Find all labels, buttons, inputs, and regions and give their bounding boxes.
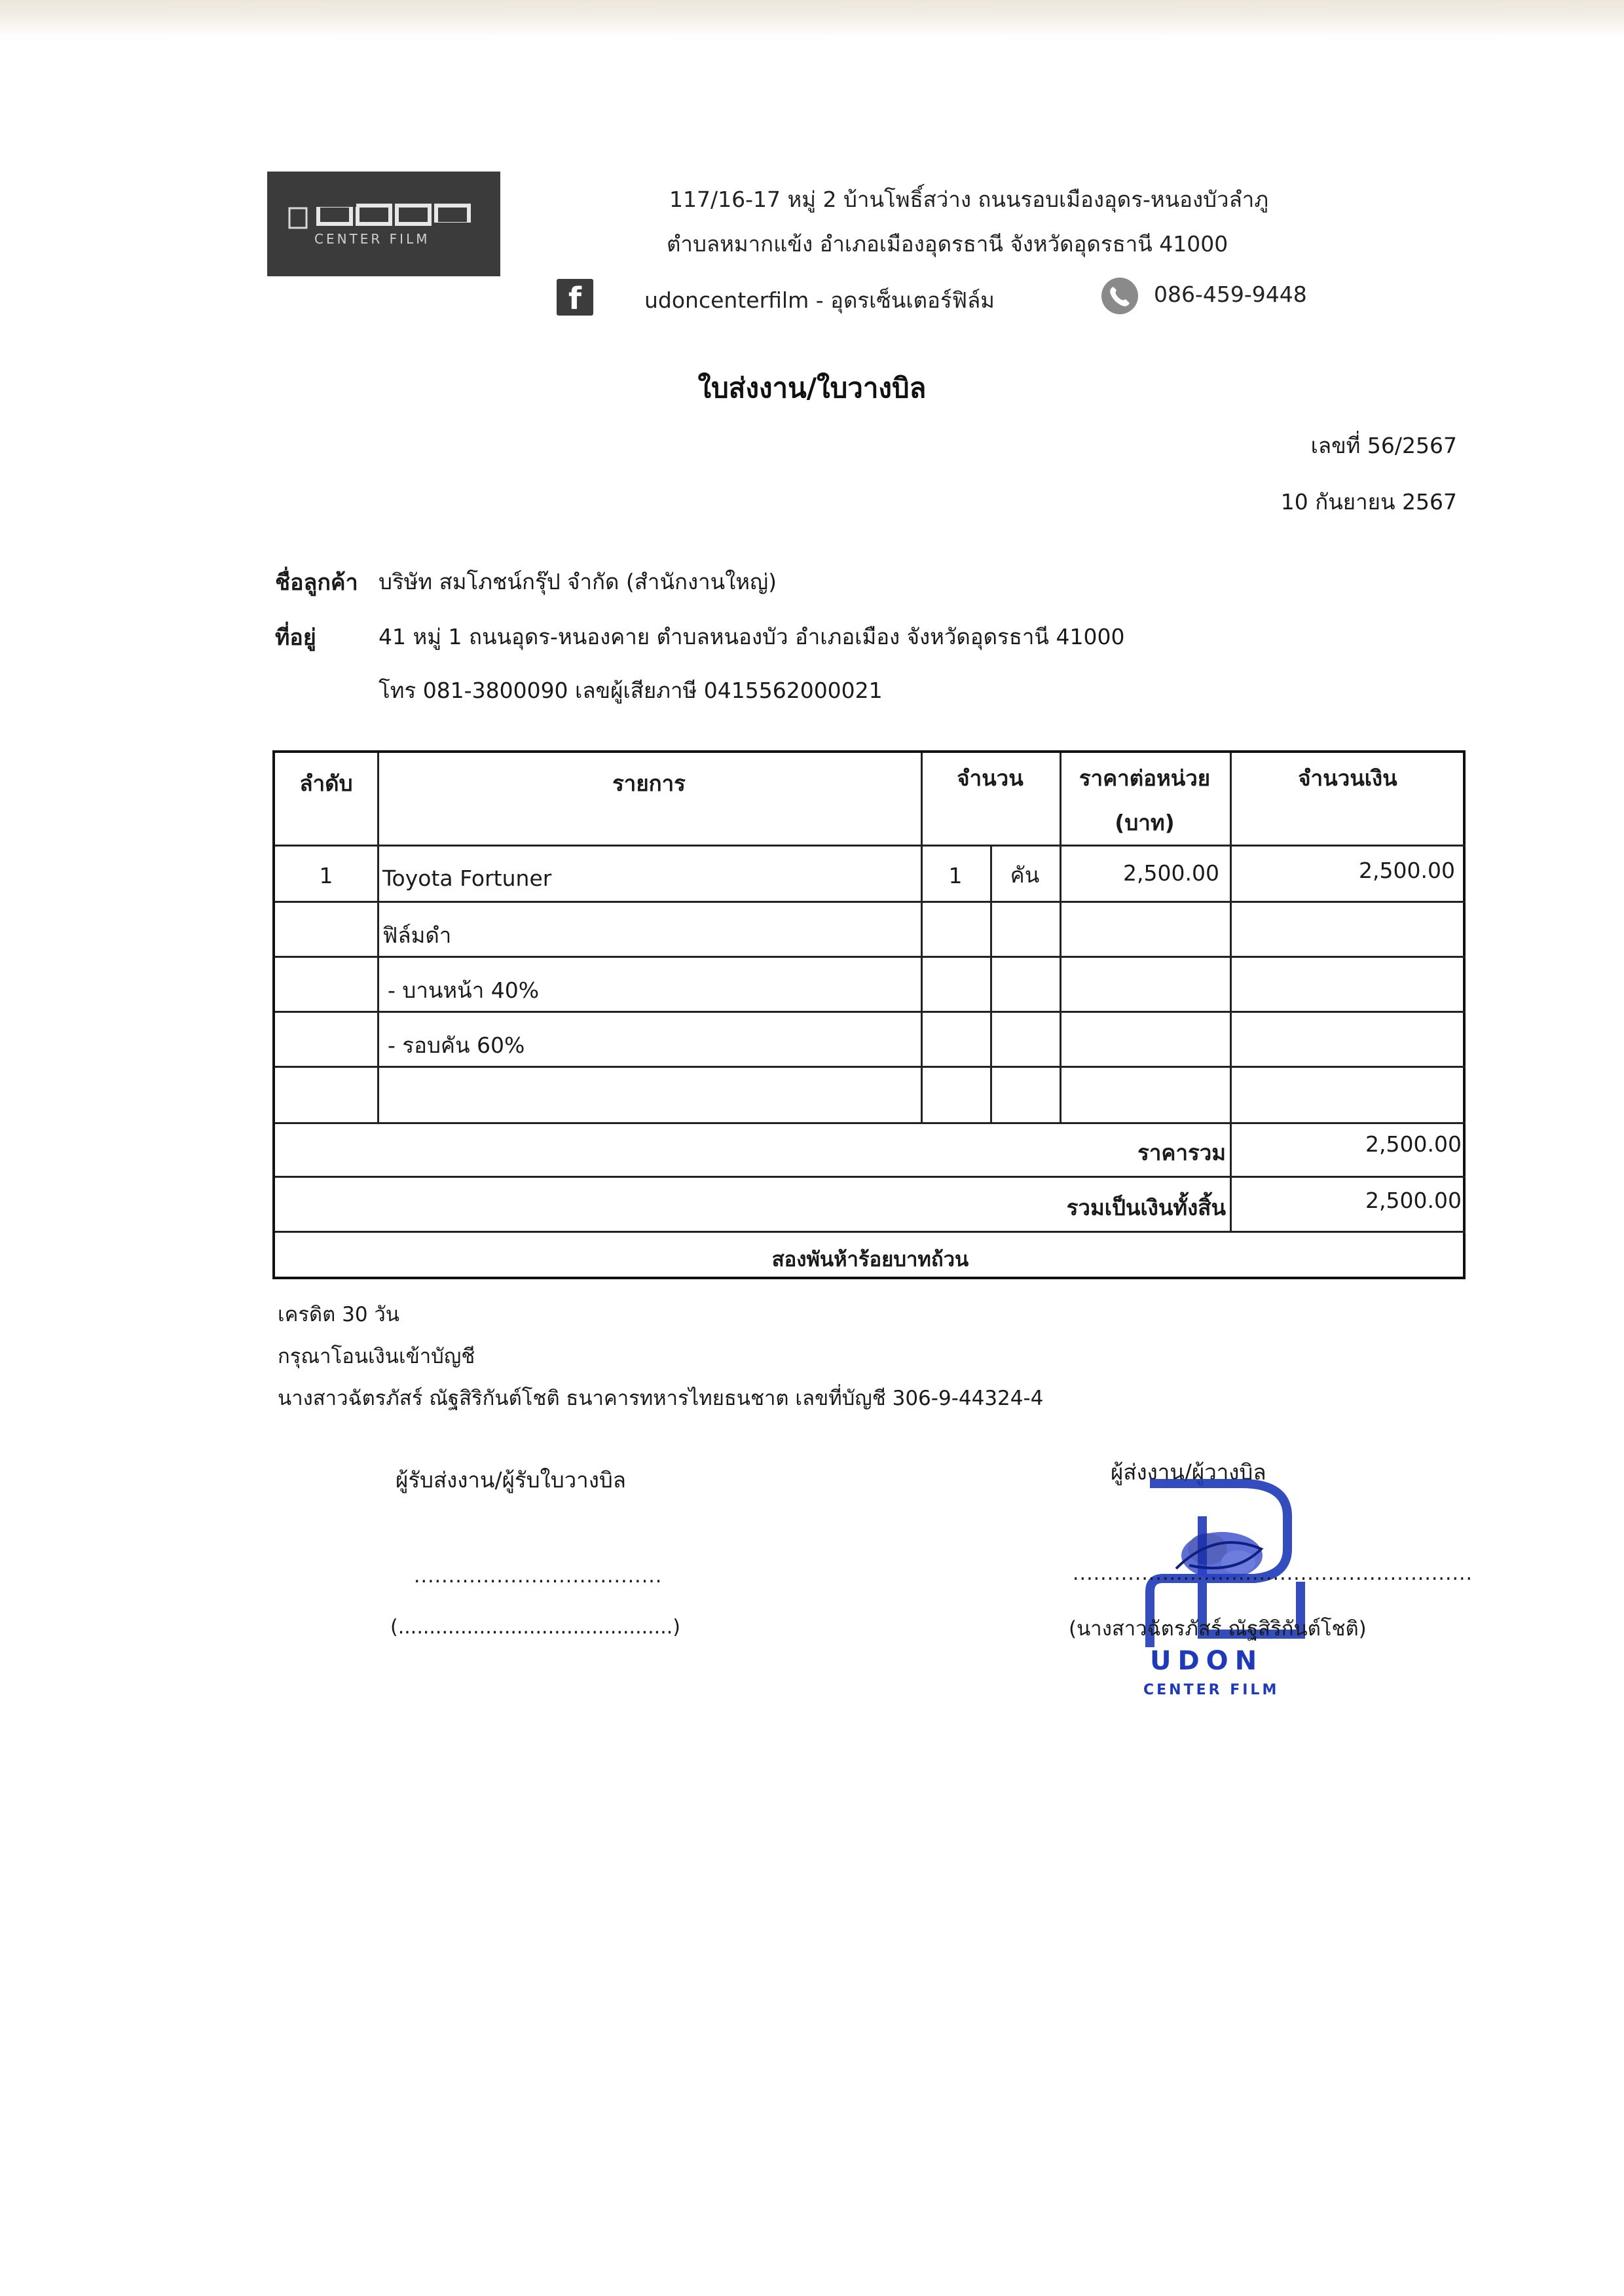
bank-account: นางสาวฉัตรภัสร์ ณัฐสิริกันต์โชติ ธนาคารทหารไทยธนชาต เลขที่บัญชี 306-9-44324-4 <box>278 1387 1044 1410</box>
credit-terms: เครดิต 30 วัน <box>278 1303 399 1326</box>
amount-in-words: สองพันห้าร้อยบาทถ้วน <box>771 1248 969 1271</box>
logo-mark <box>287 200 483 253</box>
header-unit-price: ราคาต่อหน่วย <box>1079 765 1211 791</box>
company-logo <box>267 172 500 276</box>
customer-address: 41 หมู่ 1 ถนนอุดร-หนองคาย ตำบลหนองบัว อำเภอเมือง จังหวัดอุดรธานี 41000 <box>378 624 1125 649</box>
address-line-2: ตำบลหมากแข้ง อำเภอเมืองอุดรธานี จังหวัดอุดรธานี 41000 <box>667 231 1228 257</box>
row-1-unit: คัน <box>1010 862 1040 888</box>
row-4-item: - รอบคัน 60% <box>388 1032 525 1058</box>
items-table <box>272 750 1466 1279</box>
total-value: 2,500.00 <box>1365 1188 1462 1213</box>
receiver-title: ผู้รับส่งงาน/ผู้รับใบวางบิล <box>396 1467 626 1493</box>
header-qty: จำนวน <box>957 765 1024 791</box>
document-number: เลขที่ 56/2567 <box>1310 433 1457 458</box>
header-item: รายการ <box>612 771 686 796</box>
stamp-text-bottom: CENTER FILM <box>1143 1682 1280 1698</box>
receiver-signature-line: .................................... <box>414 1565 663 1588</box>
customer-address-label: ที่อยู่ <box>275 625 316 651</box>
customer-name: บริษัท สมโภชน์กรุ๊ป จำกัด (สำนักงานใหญ่) <box>378 569 777 594</box>
row-1-no: 1 <box>319 863 333 888</box>
facebook-page: udoncenterfilm - อุดรเซ็นเตอร์ฟิล์ม <box>644 287 995 313</box>
header-amount: จำนวนเงิน <box>1298 765 1397 791</box>
stamp-text-top: UDON <box>1150 1646 1264 1676</box>
sender-name: (นางสาวฉัตรภัสร์ ณัฐสิริกันต์โชติ) <box>1069 1617 1367 1641</box>
sender-signature-line: .......................................................... <box>1073 1562 1473 1585</box>
sender-title: ผู้ส่งงาน/ผู้วางบิล <box>1111 1459 1266 1485</box>
payment-instruction: กรุณาโอนเงินเข้าบัญชี <box>278 1345 475 1368</box>
row-2-item: ฟิล์มดำ <box>382 922 452 948</box>
header-no: ลำดับ <box>299 771 353 796</box>
row-1-qty: 1 <box>948 863 963 888</box>
document-date: 10 กันยายน 2567 <box>1280 489 1457 515</box>
row-3-item: - บานหน้า 40% <box>388 977 540 1003</box>
document-title: ใบส่งงาน/ใบวางบิล <box>697 372 927 404</box>
scan-edge <box>0 0 1624 38</box>
subtotal-label: ราคารวม <box>1137 1140 1226 1165</box>
phone-number: 086-459-9448 <box>1154 282 1307 307</box>
customer-contact: โทร 081-3800090 เลขผู้เสียภาษี 0415562000021 <box>378 678 883 703</box>
address-line-1: 117/16-17 หมู่ 2 บ้านโพธิ์สว่าง ถนนรอบเมืองอุดร-หนองบัวลำภู <box>669 187 1269 212</box>
total-label: รวมเป็นเงินทั้งสิ้น <box>1066 1195 1226 1220</box>
row-1-price: 2,500.00 <box>1123 860 1219 886</box>
header-unit-price-baht: (บาท) <box>1115 810 1175 835</box>
customer-name-label: ชื่อลูกค้า <box>275 570 358 596</box>
row-1-item: Toyota Fortuner <box>382 866 552 891</box>
logo-subtext: CENTER FILM <box>314 231 430 247</box>
receiver-name-line: (............................................) <box>390 1616 680 1639</box>
phone-icon <box>1101 278 1138 314</box>
row-1-amount: 2,500.00 <box>1359 858 1455 883</box>
subtotal-value: 2,500.00 <box>1365 1131 1462 1157</box>
facebook-icon: f <box>557 279 593 316</box>
